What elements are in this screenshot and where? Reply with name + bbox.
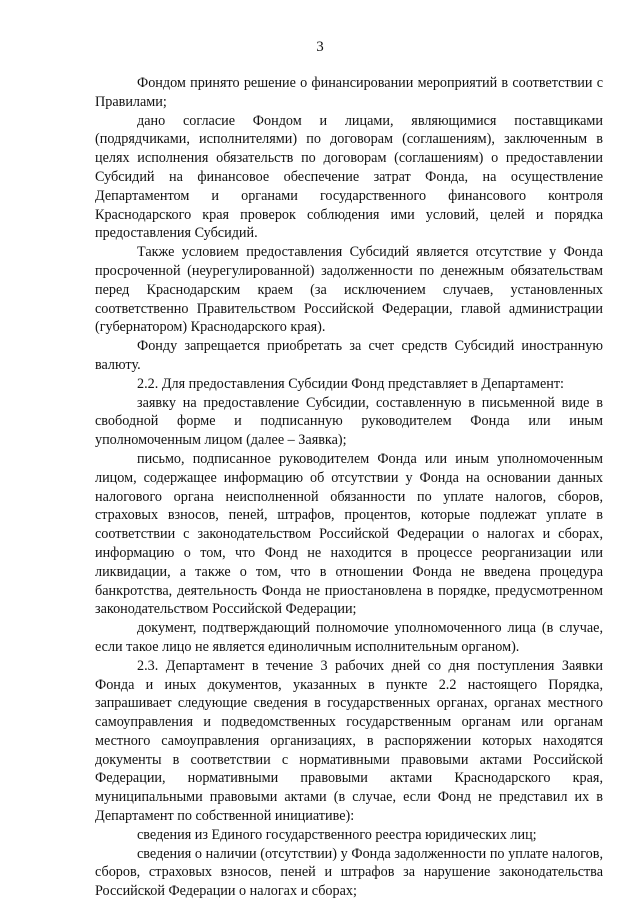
paragraph-tax-debt: сведения о наличии (отсутствии) у Фонда задолженности по уплате налогов, сборов, страховых взносов, пеней и штрафов за нарушение законодательства Российской Федерации о налогах и сборах; (95, 845, 603, 900)
paragraph-no-overdue-debt: Также условием предоставления Субсидий является отсутствие у Фонда просроченной (неурегулированной) задолженности по денежным обязательствам перед Краснодарским краем (за исключением случаев, установленных соответственно Правительством Российской Федерации, главой администрации (губернатором) Краснодарского края). (95, 244, 603, 336)
page-number: 3 (316, 39, 324, 55)
paragraph-egrul: сведения из Единого государственного реестра юридических лиц; (137, 826, 537, 843)
paragraph-consent: дано согласие Фондом и лицами, являющимися поставщиками (подрядчиками, исполнителями) по договорам (соглашениям), заключенным в целях исполнения обязательств по договорам (соглашениям) о предоставлении Субсидий на финансовое обеспечение затрат Фонда, на осуществление Департаментом и органами государственного финансового контроля Краснодарского края проверок соблюдения ими условий, целей и порядка предоставления Субсидий. (95, 112, 603, 242)
paragraph-2-3: 2.3. Департамент в течение 3 рабочих дней со дня поступления Заявки Фонда и иных документов, указанных в пункте 2.2 настоящего Порядка, запрашивает следующие сведения в государственных органах, органах местного самоуправления и подведомственных государственным органам или органам местного самоуправления организациях, в распоряжении которых находятся документы в соответствии с нормативными правовыми актами Российской Федерации, нормативными правовыми актами Краснодарского края, муниципальными правовыми актами (в случае, если Фонд не представил их в Департамент по собственной инициативе): (95, 657, 603, 825)
paragraph-currency-ban: Фонду запрещается приобретать за счет средств Субсидий иностранную валюту. (95, 338, 603, 373)
paragraph-authority-document: документ, подтверждающий полномочие уполномоченного лица (в случае, если такое лицо не является единоличным исполнительным органом). (95, 620, 603, 655)
document-body (95, 74, 603, 901)
paragraph-fund-decision: Фондом принято решение о финансировании мероприятий в соответствии с Правилами; (95, 75, 603, 110)
paragraph-application: заявку на предоставление Субсидии, составленную в письменной виде в свободной форме и подписанную руководителем Фонда или иным уполномоченным лицом (далее – Заявка); (95, 394, 603, 449)
paragraph-2-2-heading: 2.2. Для предоставления Субсидии Фонд представляет в Департамент: (137, 375, 564, 392)
paragraph-letter: письмо, подписанное руководителем Фонда или иным уполномоченным лицом, содержащее информацию об отсутствии у Фонда на основании данных налогового органа неисполненной обязанности по уплате налогов, сборов, страховых взносов, пеней, штрафов, процентов, которые подлежат уплате в соответствии с законодательством Российской Федерации о налогах и сборах, информацию о том, что Фонд не находится в процессе реорганизации или ликвидации, а также о том, что в отношении Фонда не введена процедура банкротства, деятельность Фонда не приостановлена в порядке, предусмотренном законодательством Российской Федерации; (95, 450, 603, 618)
